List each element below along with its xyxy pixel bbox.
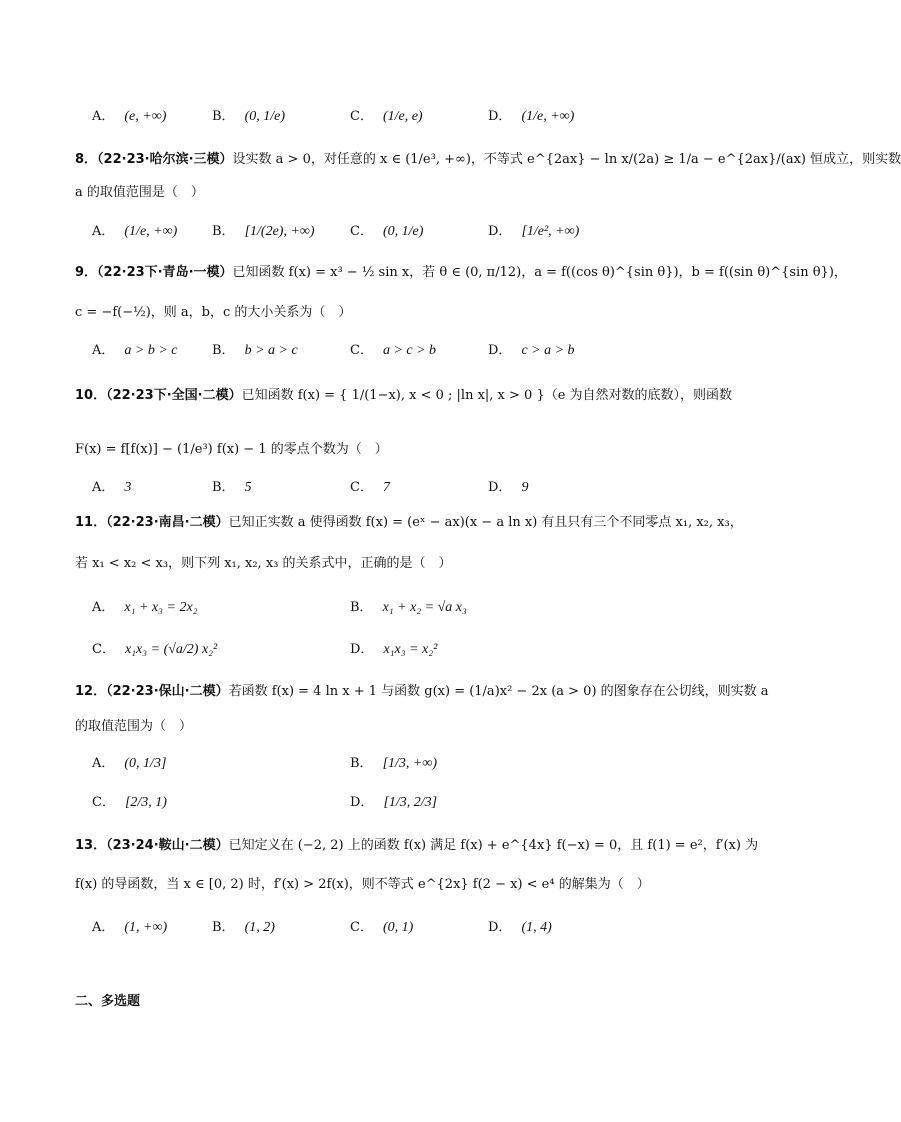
option-value: (1/e, e) — [382, 109, 423, 124]
option-value: b > a > c — [244, 343, 298, 358]
option-value: 5 — [244, 480, 252, 495]
q10-option-d — [488, 478, 528, 498]
q10-stem-line1 — [75, 386, 732, 406]
option-value: x₁x₃ = (√a/2) x₂² — [124, 642, 218, 657]
q11-source: （22·23·南昌·二模） — [106, 515, 229, 530]
q13-number: 13． — [75, 838, 107, 853]
option-label: C． — [350, 224, 373, 239]
q11-option-a — [92, 598, 198, 618]
q9-option-a — [92, 341, 178, 361]
q12-option-b — [350, 754, 437, 774]
option-label: D． — [488, 920, 512, 935]
option-label: A． — [92, 343, 115, 358]
option-value: (1/e, +∞) — [124, 224, 178, 239]
option-value: (1, 4) — [521, 920, 552, 935]
option-label: B． — [350, 600, 373, 615]
option-value: (0, 1/e) — [244, 109, 285, 124]
option-label: A． — [92, 600, 115, 615]
q8-option-a — [92, 222, 177, 242]
option-label: C． — [92, 795, 115, 810]
q7-option-a — [92, 107, 166, 127]
option-value: [2/3, 1) — [124, 795, 167, 810]
q13-option-a — [92, 918, 167, 938]
q11-option-d — [350, 640, 437, 660]
option-label: D． — [488, 480, 512, 495]
q12-source: （22·23·保山·二模） — [106, 684, 229, 699]
q11-stem-line2: 若 x₁ < x₂ < x₃，则下列 x₁, x₂, x₃ 的关系式中，正确的是（ ） — [75, 556, 452, 571]
q13-option-b — [212, 918, 275, 938]
q9-stem1: 已知函数 f(x) = x³ − ½ sin x，若 θ ∈ (0, π/12)，a = f((cos θ)^{sin θ})，b = f((sin θ)^{sin θ})， — [232, 265, 847, 280]
option-label: B． — [350, 756, 373, 771]
q9-number: 9． — [75, 265, 98, 280]
option-value: x₁ + x₃ = 2x₂ — [124, 600, 198, 615]
option-label: B． — [212, 920, 235, 935]
q13-option-c — [350, 918, 413, 938]
q8-stem-line2: a 的取值范围是（ ） — [75, 185, 204, 200]
q12-number: 12． — [75, 684, 107, 699]
option-label: B． — [212, 109, 235, 124]
q11-number: 11． — [75, 515, 107, 530]
option-label: C． — [350, 343, 373, 358]
option-value: x₁ + x₂ = √a x₃ — [382, 600, 467, 615]
option-value: 3 — [124, 480, 132, 495]
option-value: [1/3, 2/3] — [383, 795, 438, 810]
q11-stem1: 已知正实数 a 使得函数 f(x) = (eˣ − ax)(x − a ln x) 有且只有三个不同零点 x₁, x₂, x₃， — [228, 515, 743, 530]
q10-number: 10． — [75, 388, 107, 403]
q12-stem-line2: 的取值范围为（ ） — [75, 719, 193, 734]
option-value: (1, +∞) — [124, 920, 168, 935]
q13-source: （23·24·鞍山·二模） — [106, 838, 229, 853]
q12-option-a — [92, 754, 166, 774]
q11-option-b — [350, 598, 467, 618]
q9-source: （22·23下·青岛·一模） — [97, 265, 233, 280]
q11-option-c — [92, 640, 217, 660]
q7-option-c — [350, 107, 423, 127]
option-value: (0, 1/e) — [382, 224, 424, 239]
option-label: D． — [488, 109, 512, 124]
q9-option-b — [212, 341, 298, 361]
option-value: (0, 1/3] — [124, 756, 167, 771]
q12-stem1: 若函数 f(x) = 4 ln x + 1 与函数 g(x) = (1/a)x² − 2x (a > 0) 的图象存在公切线，则实数 a — [228, 684, 769, 699]
option-value: 7 — [382, 480, 390, 495]
q8-option-b — [212, 222, 315, 242]
q10-stem-line2: F(x) = f[f(x)] − (1/e³) f(x) − 1 的零点个数为（ ） — [75, 442, 388, 457]
option-value: c > a > b — [521, 343, 575, 358]
q8-number: 8． — [75, 152, 98, 167]
option-value: [1/e², +∞) — [521, 224, 580, 239]
option-label: A． — [92, 756, 115, 771]
q9-stem-line1 — [75, 263, 847, 283]
q7-option-d — [488, 107, 574, 127]
option-label: B． — [212, 343, 235, 358]
q10-option-c — [350, 478, 390, 498]
q8-source: （22·23·哈尔滨·三模） — [97, 152, 233, 167]
option-label: A． — [92, 480, 115, 495]
q7-option-b — [212, 107, 285, 127]
option-label: B． — [212, 480, 235, 495]
option-value: x₁x₃ = x₂² — [383, 642, 438, 657]
q11-stem-line1 — [75, 513, 743, 533]
q10-stem1: 已知函数 f(x) = { 1/(1−x), x < 0 ; |ln x|, x > 0 }（e 为自然对数的底数），则函数 — [241, 388, 733, 403]
q13-stem1: 已知定义在 (−2, 2) 上的函数 f(x) 满足 f(x) + e^{4x} f(−x) = 0，且 f(1) = e²，f′(x) 为 — [228, 838, 759, 853]
option-label: C． — [92, 642, 115, 657]
q9-stem-line2: c = −f(−½)，则 a，b，c 的大小关系为（ ） — [75, 305, 352, 320]
section-heading-multiple-choice: 二、多选题 — [75, 994, 141, 1009]
q12-option-c — [92, 793, 167, 813]
option-label: D． — [488, 343, 512, 358]
option-label: D． — [350, 795, 374, 810]
q9-option-c — [350, 341, 436, 361]
q8-stem1: 设实数 a > 0，对任意的 x ∈ (1/e³, +∞)，不等式 e^{2ax} − ln x/(2a) ≥ 1/a − e^{2ax}/(ax) 恒成立，则实数 — [232, 152, 901, 167]
option-label: A． — [92, 109, 115, 124]
option-value: a > b > c — [124, 343, 178, 358]
q10-source: （22·23下·全国·二模） — [106, 388, 242, 403]
option-label: D． — [350, 642, 374, 657]
q10-option-a — [92, 478, 131, 498]
option-label: C． — [350, 920, 373, 935]
option-label: B． — [212, 224, 235, 239]
q8-option-d — [488, 222, 579, 242]
option-value: (0, 1) — [382, 920, 414, 935]
q9-option-d — [488, 341, 575, 361]
q8-option-c — [350, 222, 423, 242]
option-value: [1/(2e), +∞) — [244, 224, 315, 239]
q12-stem-line1 — [75, 682, 769, 702]
q13-option-d — [488, 918, 552, 938]
option-value: [1/3, +∞) — [382, 756, 437, 771]
q8-stem-line1 — [75, 150, 901, 170]
q13-stem-line2: f(x) 的导函数，当 x ∈ [0, 2) 时，f′(x) > 2f(x)，则不等式 e^{2x} f(2 − x) < e⁴ 的解集为（ ） — [75, 877, 650, 892]
option-label: A． — [92, 224, 115, 239]
option-label: D． — [488, 224, 512, 239]
option-value: (e, +∞) — [124, 109, 167, 124]
option-value: (1/e, +∞) — [521, 109, 575, 124]
option-label: C． — [350, 109, 373, 124]
option-value: (1, 2) — [244, 920, 275, 935]
option-value: 9 — [521, 480, 529, 495]
q10-option-b — [212, 478, 252, 498]
option-label: A． — [92, 920, 115, 935]
option-value: a > c > b — [382, 343, 437, 358]
q13-stem-line1 — [75, 836, 758, 856]
option-label: C． — [350, 480, 373, 495]
q12-option-d — [350, 793, 437, 813]
